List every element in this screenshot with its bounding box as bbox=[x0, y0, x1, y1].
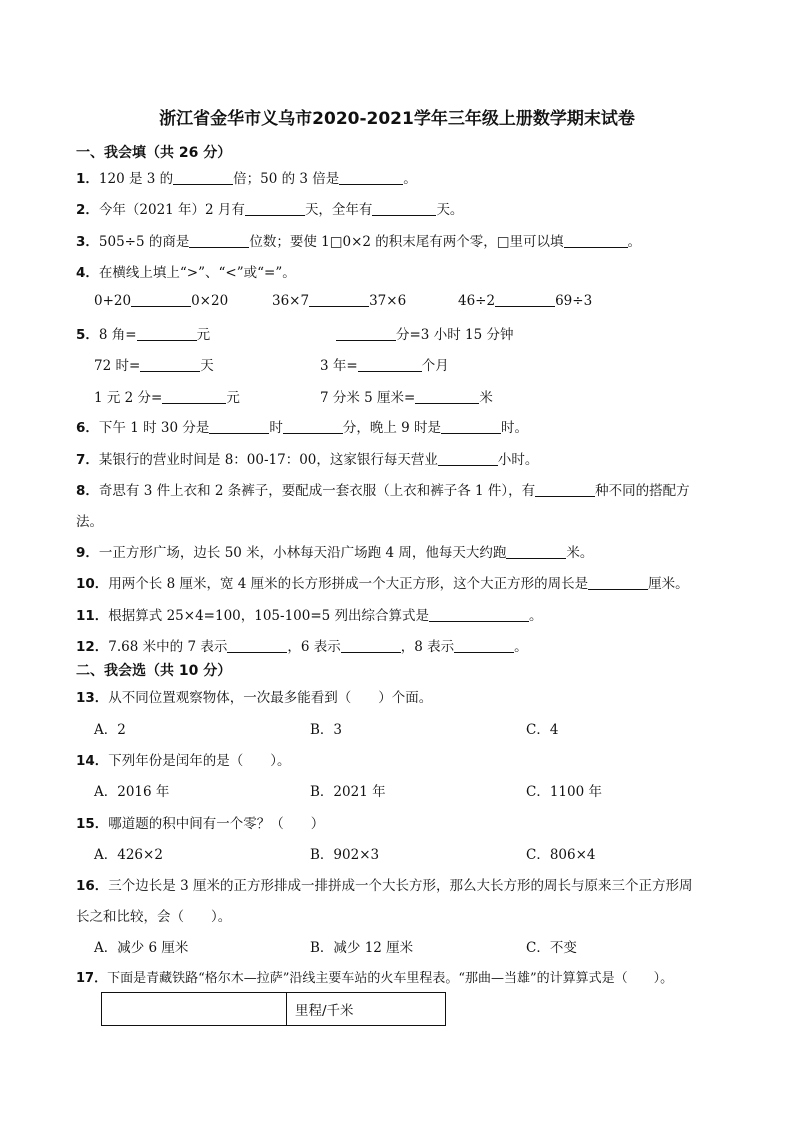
question-text: 种不同的搭配方 bbox=[595, 483, 690, 499]
answer-blank[interactable] bbox=[227, 638, 287, 653]
question-text: 奇思有 3 件上衣和 2 条裤子，要配成一套衣服（上衣和裤子各 1 件），有 bbox=[98, 483, 536, 499]
question-number: 17． bbox=[76, 971, 108, 986]
compare-item bbox=[272, 292, 406, 309]
question-17 bbox=[76, 967, 673, 986]
question-text: 在横线上填上“>”、“<”或“=”。 bbox=[98, 265, 296, 281]
question-text: 元 bbox=[226, 390, 240, 406]
expression: 0+20 bbox=[94, 293, 132, 309]
option-a[interactable]: A．426×2 bbox=[94, 847, 163, 863]
question-6 bbox=[76, 416, 528, 436]
question-number: 15． bbox=[76, 816, 109, 832]
question-text: 时。 bbox=[501, 420, 529, 436]
question-text: 哪道题的积中间有一个零？（ ） bbox=[108, 816, 325, 832]
page-title: 浙江省金华市义乌市2020-2021学年三年级上册数学期末试卷 bbox=[159, 109, 635, 129]
option-b[interactable]: B．2021 年 bbox=[310, 784, 386, 800]
question-text: 1 元 2 分= bbox=[94, 390, 163, 406]
question-text: ，6 表示 bbox=[287, 639, 341, 655]
question-text: 72 时= bbox=[94, 358, 141, 374]
table-row bbox=[102, 993, 446, 1026]
compare-item bbox=[94, 292, 228, 309]
question-1 bbox=[76, 167, 417, 187]
answer-blank[interactable] bbox=[415, 389, 479, 404]
question-text: 长之和比较，会（ ）。 bbox=[76, 909, 232, 925]
answer-blank[interactable] bbox=[339, 170, 403, 185]
question-number: 6． bbox=[76, 420, 99, 436]
answer-blank[interactable] bbox=[438, 451, 498, 466]
question-9 bbox=[76, 541, 593, 561]
question-text: 下面是青藏铁路“格尔木—拉萨”沿线主要车站的火车里程表。“那曲—当雄”的计算算式是（ ）。 bbox=[107, 971, 674, 986]
question-12 bbox=[76, 635, 528, 655]
question-number: 8． bbox=[76, 483, 99, 499]
question-text: 三个边长是 3 厘米的正方形排成一排拼成一个大长方形，那么大长方形的周长与原来三个正方形周 bbox=[108, 878, 693, 894]
answer-blank[interactable] bbox=[454, 638, 514, 653]
option-b[interactable]: B．减少 12 厘米 bbox=[310, 940, 414, 956]
option-b[interactable]: B．902×3 bbox=[310, 847, 380, 863]
question-text: 505÷5 的商是 bbox=[98, 234, 190, 250]
expression: 36×7 bbox=[272, 293, 310, 309]
question-text: 从不同位置观察物体，一次最多能看到（ ）个面。 bbox=[108, 690, 433, 706]
question-number: 13． bbox=[76, 690, 109, 706]
question-text: 3 年= bbox=[320, 358, 358, 374]
conversion-item bbox=[320, 386, 493, 406]
question-number: 2． bbox=[76, 202, 99, 218]
question-text: 米 bbox=[479, 390, 493, 406]
question-text: 。 bbox=[403, 171, 417, 187]
answer-blank[interactable] bbox=[189, 233, 249, 248]
option-c[interactable]: C．806×4 bbox=[526, 847, 596, 863]
question-4 bbox=[76, 261, 296, 281]
question-text: 今年（2021 年）2 月有 bbox=[98, 202, 245, 218]
expression: 37×6 bbox=[369, 293, 407, 309]
question-text: 法。 bbox=[76, 514, 103, 530]
answer-blank[interactable] bbox=[564, 233, 628, 248]
answer-blank[interactable] bbox=[341, 638, 401, 653]
expression: 46÷2 bbox=[458, 293, 496, 309]
answer-blank[interactable] bbox=[209, 419, 269, 434]
question-16 bbox=[76, 874, 692, 894]
answer-blank[interactable] bbox=[283, 419, 343, 434]
question-text: 小时。 bbox=[497, 452, 539, 468]
question-text: 天，全年有 bbox=[304, 202, 373, 218]
question-11 bbox=[76, 604, 543, 624]
conversion-item bbox=[94, 386, 240, 406]
question-text: 8 角= bbox=[98, 327, 137, 343]
question-text: 7 分米 5 厘米= bbox=[320, 390, 416, 406]
section-heading-choose: 二、我会选（共 10 分） bbox=[76, 663, 232, 679]
answer-blank[interactable] bbox=[441, 419, 501, 434]
table-cell bbox=[102, 993, 287, 1026]
answer-blank[interactable] bbox=[358, 357, 422, 372]
question-number: 10． bbox=[76, 576, 109, 592]
question-text: 天。 bbox=[436, 202, 464, 218]
question-number: 1． bbox=[76, 171, 99, 187]
question-number: 14． bbox=[76, 753, 109, 769]
question-16-continued bbox=[76, 905, 231, 925]
answer-blank[interactable] bbox=[495, 292, 555, 307]
conversion-item bbox=[320, 354, 449, 374]
answer-blank[interactable] bbox=[162, 389, 226, 404]
answer-blank[interactable] bbox=[372, 201, 436, 216]
question-text: 天 bbox=[200, 358, 214, 374]
question-13 bbox=[76, 686, 432, 706]
answer-blank[interactable] bbox=[588, 575, 648, 590]
question-2 bbox=[76, 198, 463, 218]
table-header-cell: 里程/千米 bbox=[287, 993, 446, 1026]
option-c[interactable]: C．1100 年 bbox=[526, 784, 602, 800]
question-text: 。 bbox=[514, 639, 528, 655]
question-number: 11． bbox=[76, 608, 109, 624]
question-number: 9． bbox=[76, 545, 99, 561]
question-text: 。 bbox=[529, 608, 543, 624]
question-15 bbox=[76, 812, 324, 832]
section-heading-fill: 一、我会填（共 26 分） bbox=[76, 145, 232, 161]
conversion-item bbox=[336, 323, 513, 343]
question-7 bbox=[76, 448, 538, 468]
question-text: 下列年份是闰年的是（ ）。 bbox=[108, 753, 291, 769]
option-a[interactable]: A．2016 年 bbox=[94, 784, 170, 800]
option-a[interactable]: A．2 bbox=[94, 722, 126, 738]
answer-blank[interactable] bbox=[309, 292, 369, 307]
question-text: 分，晚上 9 时是 bbox=[342, 420, 442, 436]
question-text: 用两个长 8 厘米，宽 4 厘米的长方形拼成一个大正方形，这个大正方形的周长是 bbox=[108, 576, 589, 592]
option-a[interactable]: A．减少 6 厘米 bbox=[94, 940, 189, 956]
question-text: 倍；50 的 3 倍是 bbox=[233, 171, 340, 187]
answer-blank[interactable] bbox=[131, 292, 191, 307]
answer-blank[interactable] bbox=[535, 482, 595, 497]
question-8 bbox=[76, 479, 690, 499]
question-text: 。 bbox=[627, 234, 642, 250]
answer-blank[interactable] bbox=[140, 357, 200, 372]
question-number: 12． bbox=[76, 639, 109, 655]
mileage-table bbox=[101, 992, 446, 1026]
option-c[interactable]: C．4 bbox=[526, 722, 559, 738]
question-8-continued bbox=[76, 510, 103, 530]
question-number: 16． bbox=[76, 878, 109, 894]
conversion-item bbox=[94, 354, 214, 374]
question-text: 根据算式 25×4=100，105-100=5 列出综合算式是 bbox=[108, 608, 430, 624]
answer-blank[interactable] bbox=[245, 201, 305, 216]
question-text: 一正方形广场，边长 50 米，小林每天沿广场跑 4 周，他每天大约跑 bbox=[98, 545, 507, 561]
question-number: 5． bbox=[76, 327, 99, 343]
question-text: 7.68 米中的 7 表示 bbox=[108, 639, 228, 655]
question-number: 7． bbox=[76, 452, 99, 468]
question-text: 厘米。 bbox=[648, 576, 689, 592]
question-14 bbox=[76, 749, 291, 769]
question-text: 位数；要使 1□0×2 的积末尾有两个零，□里可以填 bbox=[249, 234, 564, 250]
expression: 69÷3 bbox=[555, 293, 593, 309]
answer-blank[interactable] bbox=[506, 544, 566, 559]
question-text: 个月 bbox=[421, 358, 449, 374]
question-text: 下午 1 时 30 分是 bbox=[98, 420, 210, 436]
question-text: 时 bbox=[269, 420, 283, 436]
option-c[interactable]: C．不变 bbox=[526, 940, 577, 956]
answer-blank[interactable] bbox=[137, 326, 197, 341]
question-text: ，8 表示 bbox=[400, 639, 455, 655]
question-text: 米。 bbox=[566, 545, 594, 561]
question-text: 某银行的营业时间是 8：00-17：00，这家银行每天营业 bbox=[98, 452, 438, 468]
expression: 0×20 bbox=[191, 293, 229, 309]
option-b[interactable]: B．3 bbox=[310, 722, 343, 738]
answer-blank[interactable] bbox=[429, 607, 529, 622]
question-text: 120 是 3 的 bbox=[98, 171, 174, 187]
question-text: 分=3 小时 15 分钟 bbox=[396, 327, 514, 343]
compare-item bbox=[458, 292, 592, 309]
question-number: 3． bbox=[76, 234, 99, 250]
answer-blank[interactable] bbox=[336, 326, 396, 341]
question-5 bbox=[76, 323, 210, 343]
question-3 bbox=[76, 230, 641, 250]
question-number: 4． bbox=[76, 265, 99, 281]
answer-blank[interactable] bbox=[173, 170, 233, 185]
question-text: 元 bbox=[196, 327, 211, 343]
question-10 bbox=[76, 572, 689, 592]
